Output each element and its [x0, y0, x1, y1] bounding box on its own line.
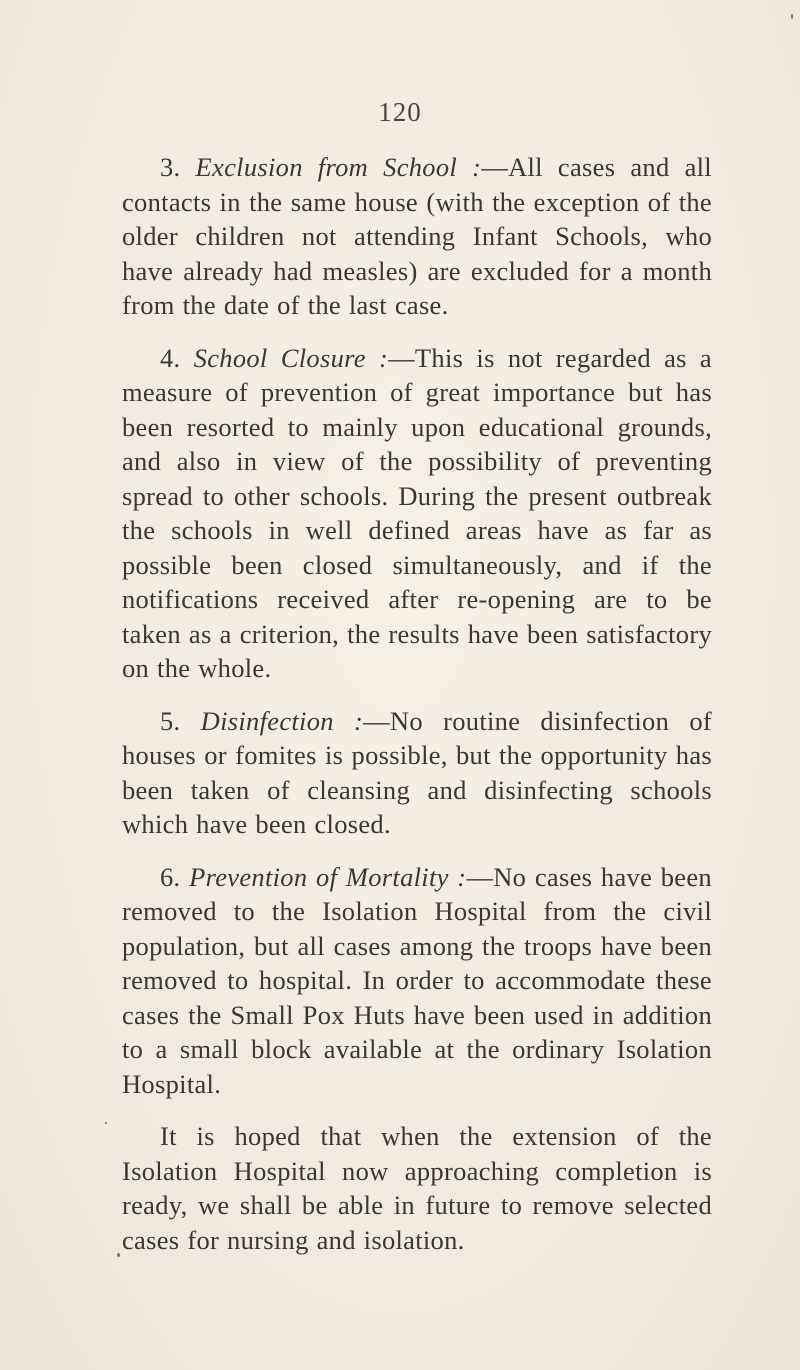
paragraph-heading: Exclusion from School :	[195, 152, 482, 182]
paragraph-heading: School Closure :	[193, 342, 389, 373]
paragraph-exclusion-from-school	[122, 150, 712, 323]
paragraph-heading: Disinfection :	[200, 705, 364, 736]
document-body	[122, 150, 712, 1275]
paragraph-text: —No routine disinfection of houses or fomites is possible, but the opportunity has been taken of cleansing and disinfecting schools which have been closed.	[122, 705, 712, 839]
paragraph-number: 5.	[160, 705, 181, 736]
paragraph-heading: Prevention of Mortality :	[189, 861, 467, 892]
paragraph-number: 6.	[160, 861, 181, 892]
paragraph-prevention-of-mortality	[122, 860, 712, 1102]
paragraph-closing-remark	[122, 1119, 712, 1257]
paragraph-text: It is hoped that when the extension of the Isolation Hospital now approaching completion is ready, we shall be able in future to remove selected cases for nursing and isolation.	[122, 1121, 712, 1255]
paragraph-number: 3.	[160, 152, 181, 182]
paper-speck	[791, 14, 793, 19]
paragraph-text: —No cases have been removed to the Isolation Hospital from the civil population, but all cases among the troops have been removed to hospital. In order to accommodate these cases the Small Pox Huts have been used in addition to a small block available at the ordinary Isolation Hospital.	[122, 861, 712, 1099]
paragraph-disinfection	[122, 704, 712, 842]
page-number: 120	[378, 97, 422, 127]
paper-speck	[117, 1253, 120, 1257]
paragraph-text: —This is not regarded as a measure of prevention of great importance but has been resorted to mainly upon educational grounds, and also in view of the possibility of preventing spread to other schools. During the present outbreak the schools in well defined areas have as far as possible been closed simultaneously, and if the notifications received after re-opening are to be taken as a criterion, the results have been satisfactory on the whole.	[122, 342, 712, 683]
paragraph-number: 4.	[160, 342, 181, 373]
paragraph-school-closure	[122, 341, 712, 686]
paper-speck	[105, 1122, 107, 1124]
paragraph-text: —All cases and all contacts in the same house (with the exception of the older children not attending Infant Schools, who have already had measles) are excluded for a month from the date of the last case.	[122, 152, 712, 320]
